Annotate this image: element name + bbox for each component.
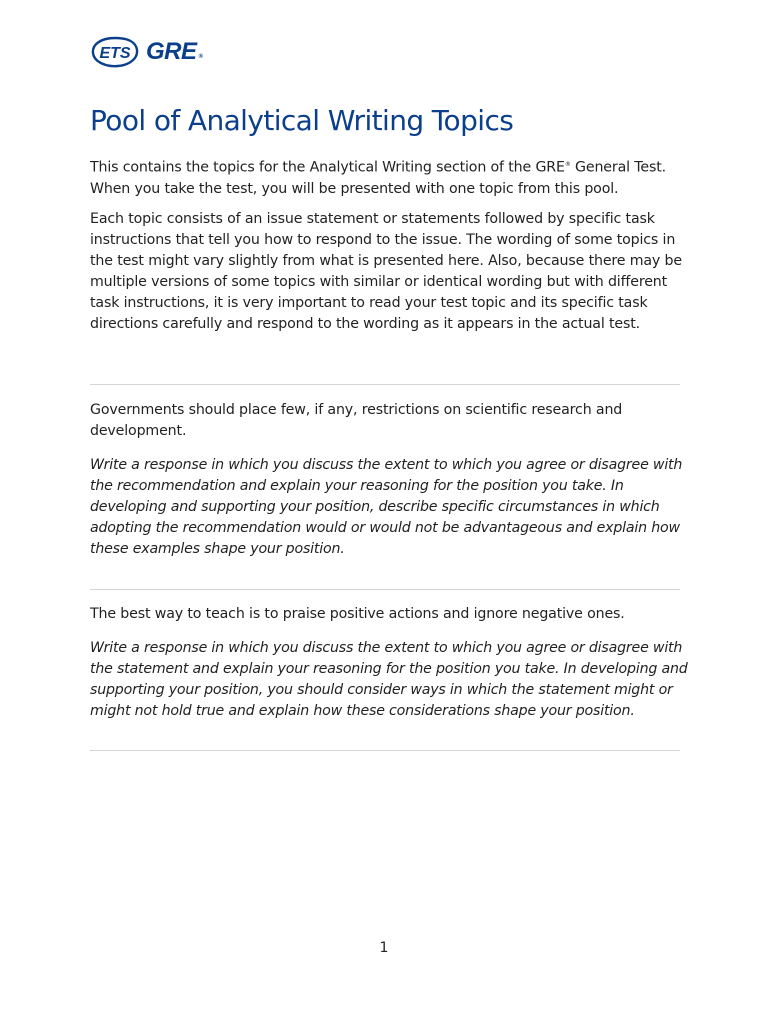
- divider: [90, 589, 680, 590]
- topic-statement-1: Governments should place few, if any, restrictions on scientific research and development.: [90, 402, 623, 439]
- divider: [90, 384, 680, 385]
- topic-task-2: Write a response in which you discuss the extent to which you agree or disagree with the statement and explain your reasoning for the position you take. In developing and supporting your position, you should consider ways in which the statement might or might not hold true and explain how these considerations shape your position.: [90, 640, 688, 719]
- ets-logo-text: ETS: [99, 45, 131, 62]
- intro-paragraph-2: Each topic consists of an issue statement or statements followed by specific task instructions that tell you how to respond to the issue. The wording of some topics in the test might vary slightly from what is presented here. Also, because there may be multiple versions of some topics with similar or identical wording but with different task instructions, it is very important to read your test topic and its specific task directions carefully and respond to the wording as it appears in the actual test.: [90, 211, 682, 332]
- intro-paragraph-1: This contains the topics for the Analytical Writing section of the GRE® General Test. When you take the test, you will be presented with one topic from this pool.: [90, 159, 666, 197]
- page-number: 1: [379, 940, 389, 956]
- topic-statement-2: The best way to teach is to praise positive actions and ignore negative ones.: [90, 606, 625, 622]
- gre-logo-text: GRE ®: [146, 38, 203, 65]
- ets-gre-logo: [90, 34, 203, 70]
- ets-logo-icon: [90, 35, 140, 69]
- topic-task-1: Write a response in which you discuss the extent to which you agree or disagree with the recommendation and explain your reasoning for the position you take. In developing and supporting your position, describe specific circumstances in which adopting the recommendation would or would not be advantageous and explain how these examples shape your position.: [90, 457, 683, 557]
- divider: [90, 750, 680, 751]
- page-title: Pool of Analytical Writing Topics: [90, 104, 514, 137]
